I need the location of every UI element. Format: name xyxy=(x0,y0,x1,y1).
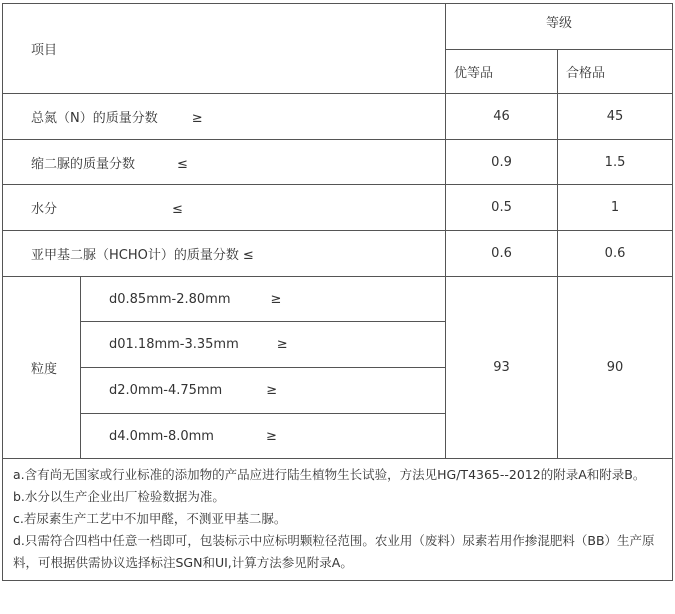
granularity-range xyxy=(81,368,446,414)
notes-cell xyxy=(3,459,673,581)
row-label: 水分 xyxy=(31,202,58,217)
row-symbol: ≥ xyxy=(191,111,203,126)
range-label: d4.0mm-8.0mm xyxy=(109,428,214,444)
range-symbol: ≥ xyxy=(270,291,282,307)
row-superior: 0.9 xyxy=(446,140,558,185)
header-superior-cell xyxy=(446,50,558,94)
granularity-range xyxy=(81,277,446,322)
note-b: b.水分以生产企业出厂检验数据为准。 xyxy=(13,489,225,504)
row-label: 缩二脲的质量分数 xyxy=(31,156,136,172)
table-row xyxy=(3,94,673,140)
granularity-range xyxy=(81,414,446,459)
row-superior: 0.6 xyxy=(446,231,558,277)
table-row xyxy=(3,277,673,322)
row-label-cell xyxy=(3,94,446,140)
granularity-superior: 93 xyxy=(446,277,558,459)
header-qualified: 合格品 xyxy=(566,66,606,81)
granularity-range xyxy=(81,322,446,368)
note-d: d.只需符合四档中任意一档即可，包装标示中应标明颗粒径范围。农业用（废料）尿素若用作掺混肥料（BB）生产原料，可根据供需协议选择标注SGN和UI,计算方法参见附录A。 xyxy=(13,533,655,570)
table-row xyxy=(3,140,673,185)
row-symbol: ≤ xyxy=(242,248,254,263)
range-symbol: ≥ xyxy=(276,337,288,352)
table-row xyxy=(3,185,673,231)
row-symbol: ≤ xyxy=(172,202,183,217)
header-item-cell xyxy=(3,4,446,94)
row-label-cell xyxy=(3,231,446,277)
row-qualified: 0.6 xyxy=(558,231,673,277)
row-qualified: 45 xyxy=(558,94,673,140)
table-row xyxy=(3,231,673,277)
range-symbol: ≥ xyxy=(265,428,277,444)
header-grade: 等级 xyxy=(546,16,573,31)
granularity-qualified: 90 xyxy=(558,277,673,459)
granularity-label: 粒度 xyxy=(31,362,58,377)
row-symbol: ≤ xyxy=(177,156,188,172)
row-qualified: 1.5 xyxy=(558,140,673,185)
note-a: a.含有尚无国家或行业标准的添加物的产品应进行陆生植物生长试验，方法见HG/T4365--2012的附录A和附录B。 xyxy=(13,467,646,482)
row-superior: 46 xyxy=(446,94,558,140)
row-label: 总氮（N）的质量分数 xyxy=(31,111,158,126)
header-grade-cell xyxy=(446,4,673,50)
range-label: d01.18mm-3.35mm xyxy=(109,337,239,352)
urea-quality-table xyxy=(2,3,673,581)
row-superior: 0.5 xyxy=(446,185,558,231)
header-qualified-cell xyxy=(558,50,673,94)
range-symbol: ≥ xyxy=(266,383,278,398)
header-superior: 优等品 xyxy=(454,66,494,81)
row-label: 亚甲基二脲（HCHO计）的质量分数 xyxy=(31,248,239,263)
note-c: c.若尿素生产工艺中不加甲醛，不测亚甲基二脲。 xyxy=(13,511,287,526)
header-item: 项目 xyxy=(31,43,58,58)
granularity-label-cell xyxy=(3,277,81,459)
row-label-cell xyxy=(3,185,446,231)
notes-row xyxy=(3,459,673,581)
row-label-cell xyxy=(3,140,446,185)
row-qualified: 1 xyxy=(558,185,673,231)
range-label: d2.0mm-4.75mm xyxy=(109,383,223,398)
range-label: d0.85mm-2.80mm xyxy=(109,291,231,307)
